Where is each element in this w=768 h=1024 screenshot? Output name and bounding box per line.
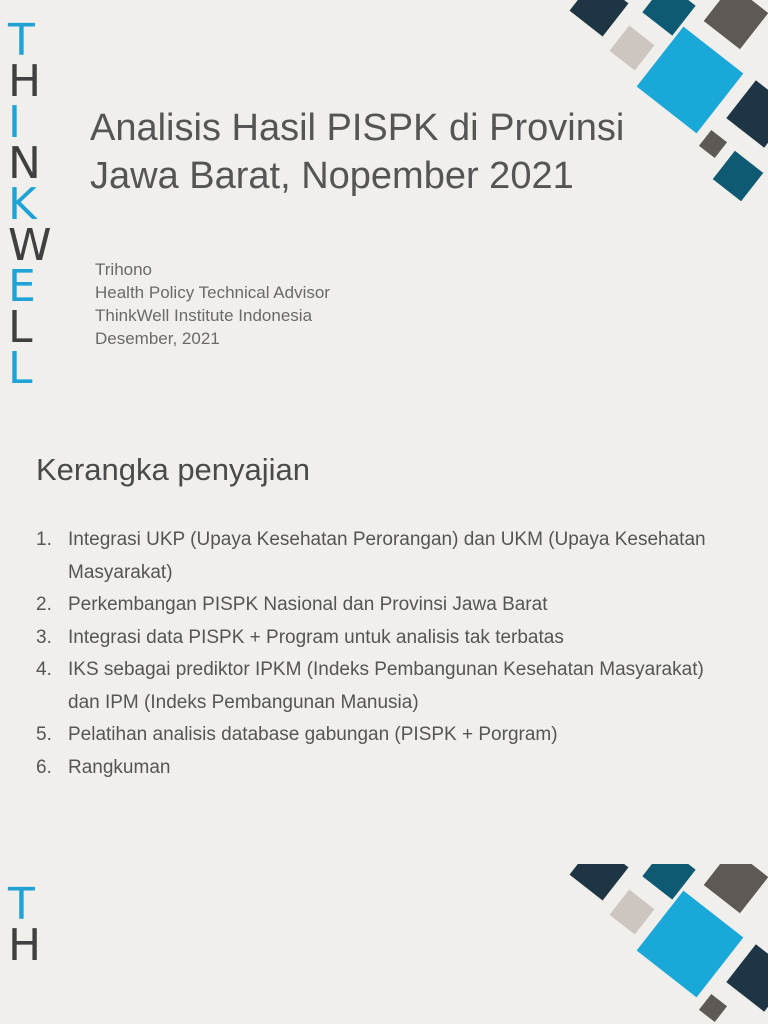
agenda-item-text: IKS sebagai prediktor IPKM (Indeks Pembangunan Kesehatan Masyarakat) dan IPM (Indeks Pembangunan Manusia) [68,659,704,713]
agenda-item-number: 4. [36,659,52,680]
deco-square [726,80,768,147]
next-slide-partial [0,864,768,1024]
logo-letter: I [8,97,21,148]
agenda-item-number: 5. [36,724,52,745]
deco-square [610,890,655,935]
deco-square [726,944,768,1011]
agenda-title: Kerangka penyajian [36,452,311,487]
deco-square [699,994,727,1022]
logo-letter: L [8,302,33,353]
author-name: Trihono [95,260,153,279]
deco-square [570,864,629,900]
logo-letter: L [8,343,33,394]
deco-square [713,151,764,202]
deco-square [570,0,629,36]
deco-square [699,130,727,158]
deco-square [704,864,768,913]
decorative-squares-graphic [558,864,768,1024]
agenda-item-number: 3. [36,626,52,648]
thinkwell-vertical-logo [8,879,72,971]
agenda-item-number: 6. [36,756,52,778]
agenda-item-number: 2. [36,594,52,615]
logo-letter: T [8,15,35,66]
logo-letter: T [8,879,35,930]
logo-letter: W [8,220,52,271]
presentation-title: Analisis Hasil PISPK di Provinsi Jawa Barat, Nopember 2021 [90,107,625,197]
presentation-date: Desember, 2021 [95,329,220,348]
author-institution: ThinkWell Institute Indonesia [95,306,313,325]
agenda-item-text: Integrasi UKP (Upaya Kesehatan Perorangan) dan UKM (Upaya Kesehatan Masyarakat) [68,529,706,583]
logo-letter: N [8,138,41,189]
agenda-item-text: Rangkuman [68,756,171,778]
logo-letter: H [8,56,42,107]
agenda-item [36,654,736,719]
agenda-slide [0,432,768,864]
author-role: Health Policy Technical Advisor [95,283,330,302]
agenda-item-text: Integrasi data PISPK + Program untuk analisis tak terbatas [68,626,564,648]
agenda-item [36,589,736,622]
author-block [95,258,495,350]
thinkwell-vertical-logo [8,15,72,394]
logo-letter: E [8,261,36,312]
agenda-item [36,622,736,655]
title-slide [0,0,768,432]
agenda-item [36,752,736,785]
agenda-item-text: Perkembangan PISPK Nasional dan Provinsi Jawa Barat [68,594,548,615]
agenda-item [36,524,736,589]
agenda-item [36,719,736,752]
deco-square [704,0,768,49]
agenda-item-text: Pelatihan analisis database gabungan (PISPK + Porgram) [68,724,558,745]
deco-square [610,26,655,71]
agenda-item-number: 1. [36,529,52,550]
logo-letter: K [8,179,37,230]
agenda-list [36,524,736,784]
logo-letter: H [8,920,42,971]
